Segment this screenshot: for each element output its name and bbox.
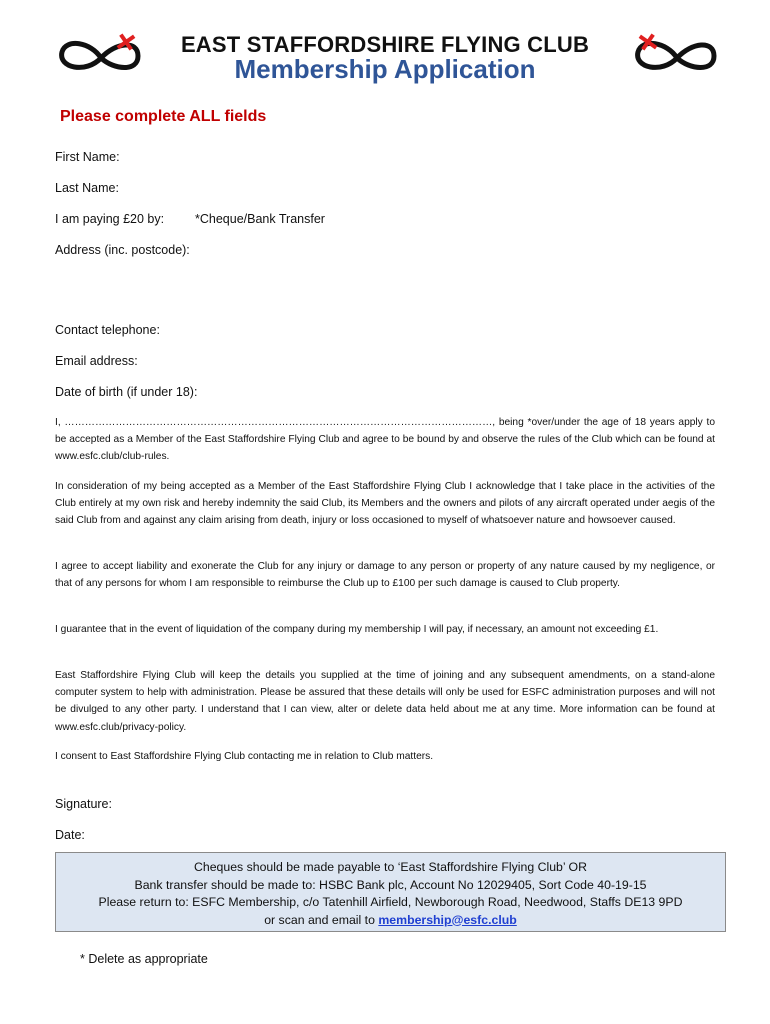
telephone-label: Contact telephone: xyxy=(55,323,160,337)
payment-options: *Cheque/Bank Transfer xyxy=(195,212,325,226)
instruction-text: Please complete ALL fields xyxy=(60,108,267,125)
declaration-paragraph: I, ………………………………………………………………………………………………………………, being *over/under the age of 18 years apply to be accepted as a Member of the East Staffordshire Flying Club and agree to be bound by and observe the rules of the Club which can be found at www.esfc.club/club-rules. xyxy=(55,417,715,463)
membership-email-link[interactable]: membership@esfc.club xyxy=(378,912,517,927)
info-email-prefix: or scan and email to xyxy=(264,912,379,927)
signature-label: Signature: xyxy=(55,797,112,811)
info-line-bank: Bank transfer should be made to: HSBC Bank plc, Account No 12029405, Sort Code 40-19-15 xyxy=(134,877,647,892)
info-line-email xyxy=(56,912,725,930)
page-title: Membership Application xyxy=(234,54,536,84)
dob-label: Date of birth (if under 18): xyxy=(55,385,198,399)
footnote: * Delete as appropriate xyxy=(80,952,208,966)
guarantee-paragraph: I guarantee that in the event of liquidation of the company during my membership I will pay, if necessary, an amount not exceeding £1. xyxy=(55,624,659,635)
date-label: Date: xyxy=(55,828,85,842)
email-label: Email address: xyxy=(55,354,138,368)
payment-info-box xyxy=(55,852,726,932)
first-name-label: First Name: xyxy=(55,150,120,164)
privacy-paragraph: East Staffordshire Flying Club will keep the details you supplied at the time of joining and any subsequent amendments, on a stand-alone computer system to help with administration. Please be assured that these details will only be used for ESFC administration purposes and will not be divulged to any other party. I understand that I can view, alter or delete data held about me at any time. More information can be found at www.esfc.club/privacy-policy. xyxy=(55,670,715,733)
risk-paragraph: In consideration of my being accepted as a Member of the East Staffordshire Flying Club I acknowledge that I take place in the activities of the Club entirely at my own risk and hereby indemnity the said Club, its Members and the owners and pilots of any aircraft operated under aegis of the said Club from and against any claim arising from death, injury or loss occasioned to myself of whatsoever nature and howsoever caused. xyxy=(55,481,715,527)
info-line-return: Please return to: ESFC Membership, c/o Tatenhill Airfield, Newborough Road, Needwood, Staffs DE13 9PD xyxy=(98,895,683,909)
last-name-label: Last Name: xyxy=(55,181,119,195)
consent-paragraph: I consent to East Staffordshire Flying Club contacting me in relation to Club matters. xyxy=(55,751,434,762)
info-line-cheque: Cheques should be made payable to ‘East Staffordshire Flying Club’ OR xyxy=(193,860,588,874)
liability-paragraph: I agree to accept liability and exonerate the Club for any injury or damage to any person or property of any nature caused by my negligence, or that of any persons for whom I am responsible to reimburse the Club up to £100 per such damage is caused to Club property. xyxy=(55,561,715,590)
address-label: Address (inc. postcode): xyxy=(55,243,190,257)
payment-label: I am paying £20 by: xyxy=(55,212,165,226)
club-name: EAST STAFFORDSHIRE FLYING CLUB xyxy=(180,32,590,57)
